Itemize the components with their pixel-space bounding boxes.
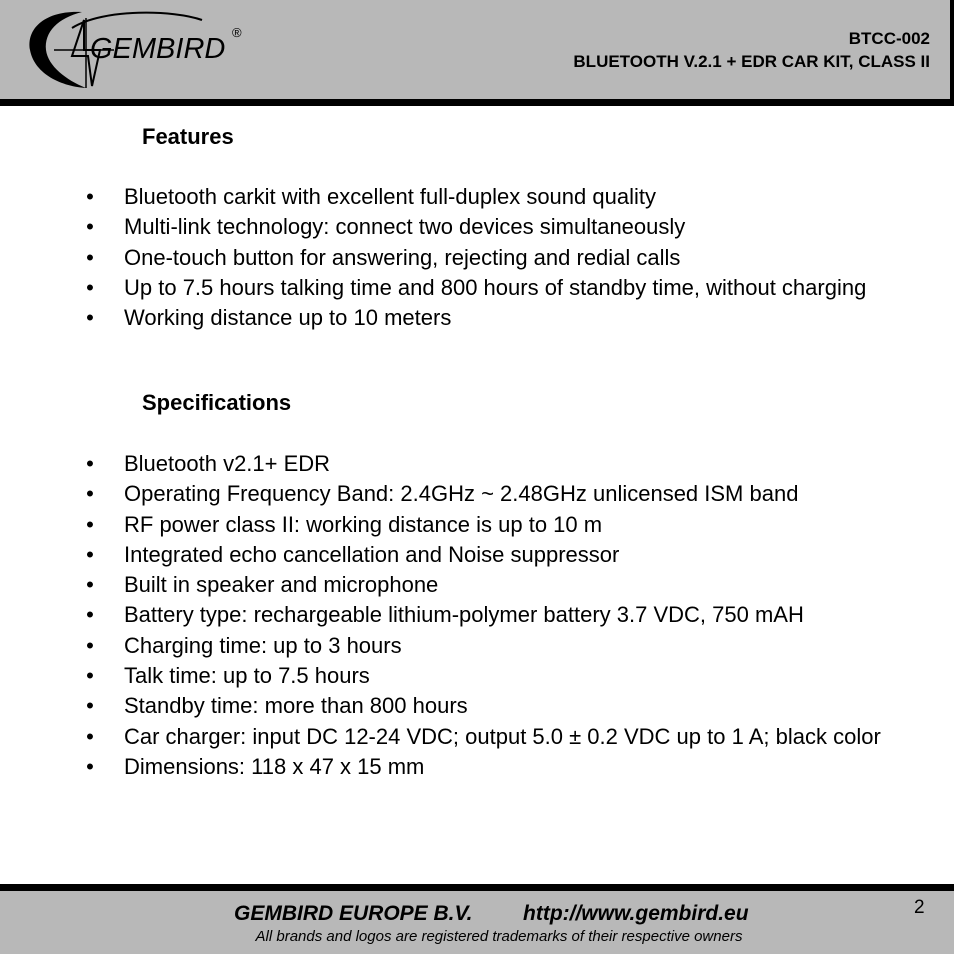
features-heading: Features bbox=[142, 124, 234, 149]
header-divider bbox=[0, 99, 954, 106]
gembird-logo bbox=[24, 6, 254, 90]
registered-mark: ® bbox=[232, 25, 242, 40]
list-item: • Talk time: up to 7.5 hours bbox=[0, 661, 901, 690]
list-item: • Integrated echo cancellation and Noise suppressor bbox=[0, 540, 901, 569]
footer-divider bbox=[0, 884, 954, 891]
header-side-border bbox=[950, 0, 954, 106]
bullet-icon: • bbox=[86, 481, 94, 507]
list-item: • One-touch button for answering, rejecting and redial calls bbox=[0, 243, 901, 272]
product-code: BTCC-002 bbox=[848, 29, 930, 48]
list-item: • Multi-link technology: connect two devices simultaneously bbox=[0, 212, 901, 241]
list-item: • Battery type: rechargeable lithium-polymer battery 3.7 VDC, 750 mAH bbox=[0, 600, 901, 629]
list-item: • Working distance up to 10 meters bbox=[0, 303, 901, 332]
bullet-icon: • bbox=[86, 602, 94, 628]
specifications-heading: Specifications bbox=[142, 390, 292, 415]
product-title: BLUETOOTH V.2.1 + EDR CAR KIT, CLASS II bbox=[573, 52, 930, 71]
specifications-list bbox=[0, 449, 954, 782]
bullet-icon: • bbox=[86, 274, 94, 300]
bullet-icon: • bbox=[86, 305, 94, 331]
list-item: • Bluetooth carkit with excellent full-duplex sound quality bbox=[0, 182, 901, 211]
list-item: • Dimensions: 118 x 47 x 15 mm bbox=[0, 752, 901, 781]
logo-wordmark: GEMBIRD bbox=[90, 33, 226, 65]
bullet-icon: • bbox=[86, 753, 94, 779]
footer-company: GEMBIRD EUROPE B.V. bbox=[234, 902, 473, 925]
list-item: • Built in speaker and microphone bbox=[0, 570, 901, 599]
list-item: • Bluetooth v2.1+ EDR bbox=[0, 449, 901, 478]
list-item: • Charging time: up to 3 hours bbox=[0, 631, 901, 660]
trademark-note: All brands and logos are registered trademarks of their respective owners bbox=[255, 928, 743, 945]
footer-website-link[interactable]: http://www.gembird.eu bbox=[523, 902, 749, 925]
bullet-icon: • bbox=[86, 541, 94, 567]
bullet-icon: • bbox=[86, 451, 94, 476]
list-item: • Standby time: more than 800 hours bbox=[0, 691, 901, 720]
list-item: • RF power class II: working distance is up to 10 m bbox=[0, 510, 901, 539]
bullet-icon: • bbox=[86, 511, 94, 537]
list-item: • Car charger: input DC 12-24 VDC; output 5.0 ± 0.2 VDC up to 1 A; black color bbox=[0, 722, 901, 751]
features-list bbox=[0, 182, 954, 333]
page-number: 2 bbox=[914, 897, 925, 918]
bullet-icon: • bbox=[86, 244, 94, 270]
bullet-icon: • bbox=[86, 693, 94, 719]
bullet-icon: • bbox=[86, 663, 94, 689]
list-item: • Operating Frequency Band: 2.4GHz ~ 2.48GHz unlicensed ISM band bbox=[0, 479, 901, 508]
bullet-icon: • bbox=[86, 572, 94, 598]
bullet-icon: • bbox=[86, 214, 94, 240]
bullet-icon: • bbox=[86, 723, 94, 749]
bullet-icon: • bbox=[86, 632, 94, 658]
bullet-icon: • bbox=[86, 184, 94, 209]
list-item: • Up to 7.5 hours talking time and 800 hours of standby time, without charging bbox=[0, 273, 901, 302]
